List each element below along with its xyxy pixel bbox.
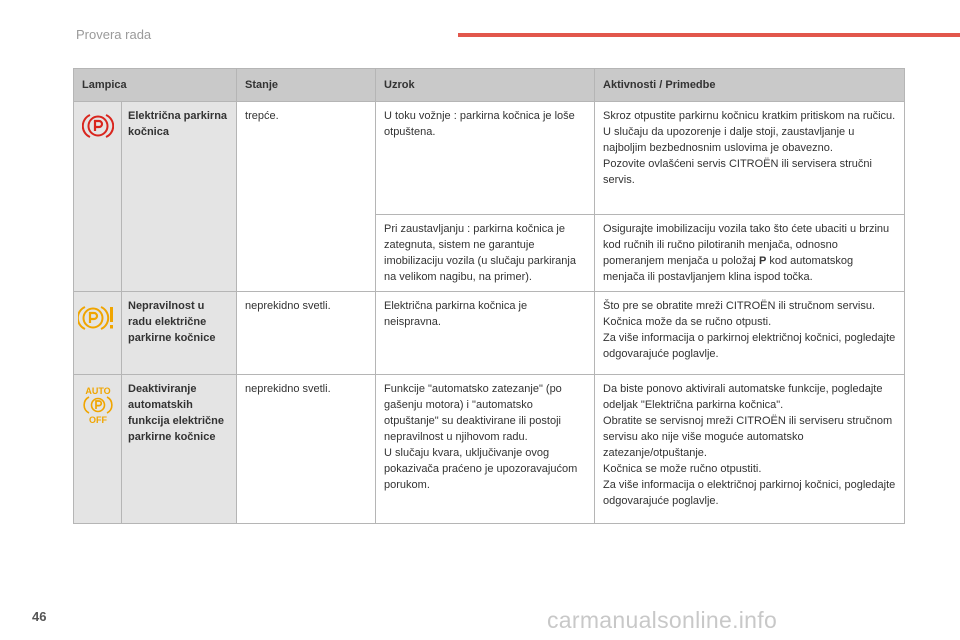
column-header-state: Stanje	[237, 69, 376, 102]
lamp-state: trepće.	[237, 102, 376, 292]
table-row	[74, 292, 905, 375]
action-text-part: Osigurajte imobilizaciju vozila tako što ćete ubaciti u brzinu kod ručnih ili ručno pilotiranih menjača, odnosno pomeranjem menjača u položaj	[603, 223, 890, 267]
cause-text: U toku vožnje : parkirna kočnica je loše otpuštena.	[384, 110, 575, 138]
icon-text-bottom: OFF	[88, 415, 107, 425]
warning-lamps-table	[73, 68, 905, 524]
lamp-name: Nepravilnost u radu električne parkirne kočnice	[122, 292, 237, 375]
cause-text: Pri zaustavljanju : parkirna kočnica je zategnuta, sistem ne garantuje imobilizaciju vozila (u slučaju parkiranja na velikom nagibu, na primer).	[384, 223, 576, 283]
table-row	[74, 102, 905, 215]
lamp-state: neprekidno svetli.	[237, 292, 376, 375]
watermark: carmanualsonline.info	[547, 607, 778, 633]
lamp-icon-cell	[74, 375, 122, 524]
page-number: 46	[32, 609, 47, 624]
table-header-row	[74, 69, 905, 102]
lamp-action	[595, 102, 905, 215]
lamp-cause	[376, 292, 595, 375]
lamp-name: Električna parkirna kočnica	[122, 102, 237, 292]
lamp-name: Deaktiviranje automatskih funkcija električne parkirne kočnice	[122, 375, 237, 524]
column-header-cause: Uzrok	[376, 69, 595, 102]
lamp-cause	[376, 102, 595, 215]
column-header-action: Aktivnosti / Primedbe	[595, 69, 905, 102]
table-row	[74, 375, 905, 524]
action-text	[603, 215, 896, 291]
lamp-cause	[376, 215, 595, 292]
lamp-state: neprekidno svetli.	[237, 375, 376, 524]
cause-text: Funkcije "automatsko zatezanje" (po gašenju motora) i "automatsko otpuštanje" su deaktivirane ili postoji nepravilnost u njihovom radu. U slučaju kvara, uključivanje ovog pokazivača praćeno je upozoravajućom porukom.	[384, 383, 578, 491]
action-text: Skroz otpustite parkirnu kočnicu kratkim pritiskom na ručicu. U slučaju da upozorenje i dalje stoji, zaustavljanje u najboljim bezbednosnim uslovima je obavezno. Pozovite ovlašćeni servis CITROËN ili servisera stručni servis.	[603, 110, 896, 186]
parking-brake-fault-icon	[78, 304, 118, 332]
lamp-action	[595, 375, 905, 524]
lamp-icon-cell	[74, 292, 122, 375]
action-text: Da biste ponovo aktivirali automatske funkcije, pogledajte odeljak "Električna parkirna kočnica". Obratite se servisnoj mreži CITROËN ili serviseru stručnom servisu ako nije više moguće automatsko zatezanje/otpuštanje. Kočnica se može ručno otpustiti. Za više informacija o električnoj parkirnoj kočnici, pogledajte odgovarajuće poglavlje.	[603, 383, 896, 507]
header-rule	[458, 33, 960, 37]
action-text-part: kod automatskog menjača ili postavljanjem klina ispod točka.	[603, 255, 854, 283]
auto-parking-brake-off-icon	[80, 385, 116, 425]
parking-brake-red-icon	[82, 112, 114, 140]
icon-text-top: AUTO	[84, 386, 111, 396]
lamp-cause	[376, 375, 595, 524]
lamp-icon-cell	[74, 102, 122, 292]
lamp-action	[595, 292, 905, 375]
section-title: Provera rada	[76, 27, 152, 42]
gear-position-label: P	[758, 255, 767, 267]
action-text: Što pre se obratite mreži CITROËN ili stručnom servisu. Kočnica može da se ručno otpusti. Za više informacija o parkirnoj električnoj kočnici, pogledajte odgovarajuće poglavlje.	[603, 300, 896, 360]
cause-text: Električna parkirna kočnica je neispravna.	[384, 300, 528, 328]
column-header-lamp: Lampica	[74, 69, 237, 102]
lamp-action	[595, 215, 905, 292]
